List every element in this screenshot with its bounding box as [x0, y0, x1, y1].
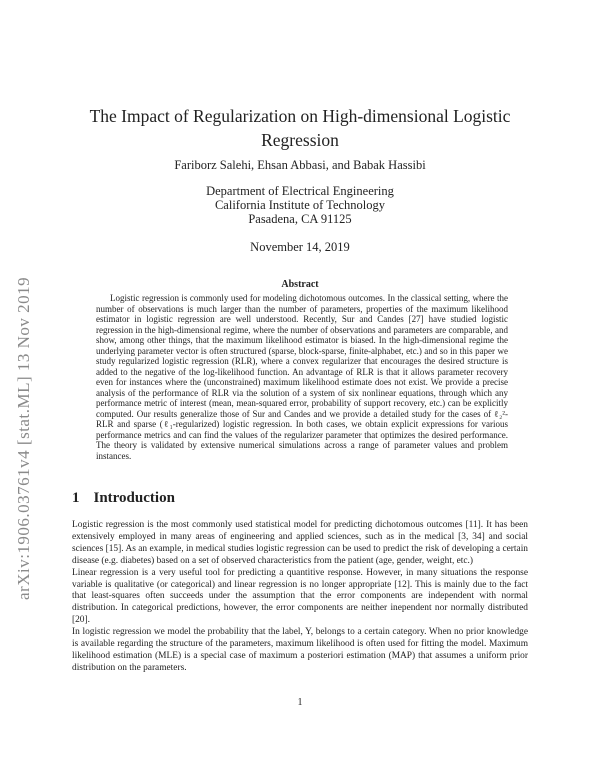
affiliation-location: Pasadena, CA 91125	[248, 212, 352, 226]
section-number: 1	[72, 490, 80, 506]
title-line-2: Regression	[261, 130, 339, 150]
arxiv-identifier	[2, 200, 42, 600]
affiliation	[80, 184, 520, 226]
page-number: 1	[297, 697, 303, 708]
intro-paragraph-1: Logistic regression is the most commonly used statistical model for predicting dichotomous outcomes [11]. It has been extensively employed in many areas of engineering and applied sciences, such as in the medical [3, 34] and social sciences [15]. As an example, in medical studies logistic regression can be used to predict the risk of developing a certain disease (e.g. diabetes) based on a set of observed characteristics from the patient (age, gender, weight, etc.)	[72, 520, 528, 566]
intro-paragraph-2: Linear regression is a very useful tool for predicting a quantitive response. However, in many situations the response variable is qualitative (or categorical) and linear regression is no longer appropriate [12]. This is mainly due to the fact that least-squares often succeeds under the assumption that the error components are independent with normal distribution. In categorical predictions, however, the error components are neither inependent nor normally distributed [20].	[72, 567, 528, 626]
paper-date: November 14, 2019	[250, 240, 350, 254]
title-line-1: The Impact of Regularization on High-dimensional Logistic	[89, 106, 511, 126]
affiliation-department: Department of Electrical Engineering	[206, 184, 394, 198]
section-title: Introduction	[93, 490, 175, 506]
author-list: Fariborz Salehi, Ehsan Abbasi, and Babak Hassibi	[174, 158, 426, 172]
introduction-body	[72, 520, 528, 675]
intro-paragraph-3: In logistic regression we model the probability that the label, Y, belongs to a certain category. When no prior knowledge is available regarding the structure of the parameters, maximum likelihood is often used for fitting the model. Maximum likelihood estimation (MLE) is a special case of maximum a posteriori estimation (MAP) that assumes a uniform prior distribution on the parameters.	[72, 627, 528, 673]
arxiv-identifier-text: arXiv:1906.03761v4 [stat.ML] 13 Nov 2019	[14, 276, 33, 600]
paper-title	[80, 104, 520, 152]
abstract-text: Logistic regression is commonly used for modeling dichotomous outcomes. In the classical setting, where the number of observations is much larger than the number of parameters, properties of the maximum likelihood estimator in logistic regression are well understood. Recently, Sur and Candes [27] have studied logistic regression in the high-dimensional regime, where the number of observations and parameters are comparable, and show, among other things, that the maximum likelihood estimator is biased. In the high-dimensional regime the underlying parameter vector is often structured (sparse, block-sparse, finite-alphabet, etc.) and so in this paper we study regularized logistic regression (RLR), where a convex regularizer that encourages the desired structure is added to the negative of the log-likelihood function. An advantage of RLR is that it allows parameter recovery even for instances where the (unconstrained) maximum likelihood estimate does not exist. We provide a precise analysis of the performance of RLR via the solution of a system of six nonlinear equations, through which any performance metric of interest (mean, mean-squared error, probability of support recovery, etc.) can be explicitly computed. Our results generalize those of Sur and Candes and we provide a detailed study for the cases of ℓ₂²-RLR and sparse (ℓ₁-regularized) logistic regression. In both cases, we obtain explicit expressions for various performance metrics and can find the values of the regularizer parameter that optimizes the desired performance. The theory is validated by extensive numerical simulations across a range of parameter values and problem instances.	[96, 293, 508, 461]
affiliation-institute: California Institute of Technology	[214, 198, 386, 212]
section-heading-introduction	[72, 490, 175, 507]
abstract-heading: Abstract	[281, 279, 319, 290]
